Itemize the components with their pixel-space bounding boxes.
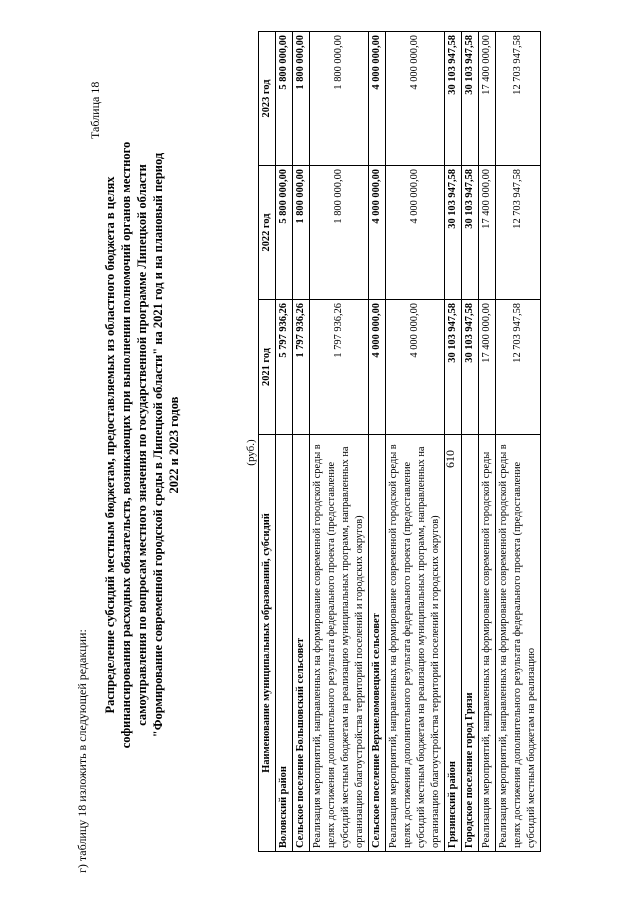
table-row bbox=[496, 32, 541, 852]
row-name-cell: Реализация мероприятий, направленных на формирование современной городской среды в целях достижения дополнительного результата федерального проекта (предоставление субсидий местным бюджетам на реализацию bbox=[496, 435, 541, 852]
value-2021-cell: 1 797 936,26 bbox=[293, 300, 310, 435]
value-2022-cell: 30 103 947,58 bbox=[462, 166, 479, 300]
row-name-cell: Реализация мероприятий, направленных на формирование современной городской среды в целях достижения дополнительного результата федерального проекта (предоставление субсидий местным бюджетам на реализацию муниципальных программ, направленных на организацию благоустройства территорий поселений и городских округов) bbox=[386, 435, 445, 852]
table-row bbox=[276, 32, 293, 852]
value-2023-cell: 4 000 000,00 bbox=[369, 32, 386, 166]
value-2022-cell: 1 800 000,00 bbox=[310, 166, 369, 300]
value-2022-cell: 4 000 000,00 bbox=[369, 166, 386, 300]
page-number: 610 bbox=[443, 450, 457, 468]
subsidy-table bbox=[258, 31, 541, 852]
column-header: 2022 год bbox=[259, 166, 276, 300]
value-2023-cell: 12 703 947,58 bbox=[496, 32, 541, 166]
row-name-cell: Реализация мероприятий, направленных на формирование современной городской среды в целях достижения дополнительного результата федерального проекта (предоставление субсидий местным бюджетам на реализацию муниципальных программ, направленных на организацию благоустройства территорий поселений и городских округов) bbox=[310, 435, 369, 852]
value-2021-cell: 4 000 000,00 bbox=[369, 300, 386, 435]
column-header: 2023 год bbox=[259, 32, 276, 166]
value-2021-cell: 30 103 947,58 bbox=[462, 300, 479, 435]
table-row bbox=[293, 32, 310, 852]
value-2022-cell: 5 800 000,00 bbox=[276, 166, 293, 300]
value-2022-cell: 30 103 947,58 bbox=[445, 166, 462, 300]
value-2021-cell: 17 400 000,00 bbox=[479, 300, 496, 435]
table-header-row bbox=[259, 32, 276, 852]
unit-label: (руб.) bbox=[245, 439, 257, 466]
title-line: "Формирование современной городской среды в Липецкой области" на 2021 год и на плановый период bbox=[151, 152, 165, 738]
value-2023-cell: 1 800 000,00 bbox=[310, 32, 369, 166]
value-2022-cell: 17 400 000,00 bbox=[479, 166, 496, 300]
value-2023-cell: 5 800 000,00 bbox=[276, 32, 293, 166]
table-row bbox=[386, 32, 445, 852]
column-header: 2021 год bbox=[259, 300, 276, 435]
value-2023-cell: 4 000 000,00 bbox=[386, 32, 445, 166]
value-2021-cell: 1 797 936,26 bbox=[310, 300, 369, 435]
value-2021-cell: 30 103 947,58 bbox=[445, 300, 462, 435]
title-line: 2022 и 2023 годов bbox=[167, 396, 181, 494]
title-line: софинансирования расходных обязательств, возникающих при выполнении полномочий органов местного bbox=[119, 141, 133, 749]
row-name-cell: Воловский район bbox=[276, 435, 293, 852]
table-row bbox=[310, 32, 369, 852]
title-line: Распределение субсидий местным бюджетам, предоставляемых из областного бюджета в целях bbox=[103, 176, 117, 714]
row-name-cell: Сельское поселение Верхнеломовецкий сельсовет bbox=[369, 435, 386, 852]
table-row bbox=[462, 32, 479, 852]
row-name-cell: Грязинский район bbox=[445, 435, 462, 852]
table-row bbox=[369, 32, 386, 852]
title-line: самоуправления по вопросам местного значения по государственной программе Липецкой области bbox=[135, 164, 149, 726]
value-2021-cell: 12 703 947,58 bbox=[496, 300, 541, 435]
column-header: Наименование муниципальных образований, субсидий bbox=[259, 435, 276, 852]
value-2021-cell: 4 000 000,00 bbox=[386, 300, 445, 435]
value-2023-cell: 30 103 947,58 bbox=[462, 32, 479, 166]
value-2022-cell: 1 800 000,00 bbox=[293, 166, 310, 300]
value-2022-cell: 12 703 947,58 bbox=[496, 166, 541, 300]
table-label: Таблица 18 bbox=[88, 81, 102, 139]
value-2023-cell: 1 800 000,00 bbox=[293, 32, 310, 166]
intro-text: г) таблицу 18 изложить в следующей редакции: bbox=[75, 629, 89, 873]
table-row bbox=[445, 32, 462, 852]
table-title bbox=[102, 45, 182, 845]
value-2022-cell: 4 000 000,00 bbox=[386, 166, 445, 300]
row-name-cell: Городское поселение город Грязи bbox=[462, 435, 479, 852]
value-2023-cell: 30 103 947,58 bbox=[445, 32, 462, 166]
row-name-cell: Сельское поселение Большовский сельсовет bbox=[293, 435, 310, 852]
value-2021-cell: 5 797 936,26 bbox=[276, 300, 293, 435]
row-name-cell: Реализация мероприятий, направленных на формирование современной городской среды bbox=[479, 435, 496, 852]
value-2023-cell: 17 400 000,00 bbox=[479, 32, 496, 166]
table-row bbox=[479, 32, 496, 852]
